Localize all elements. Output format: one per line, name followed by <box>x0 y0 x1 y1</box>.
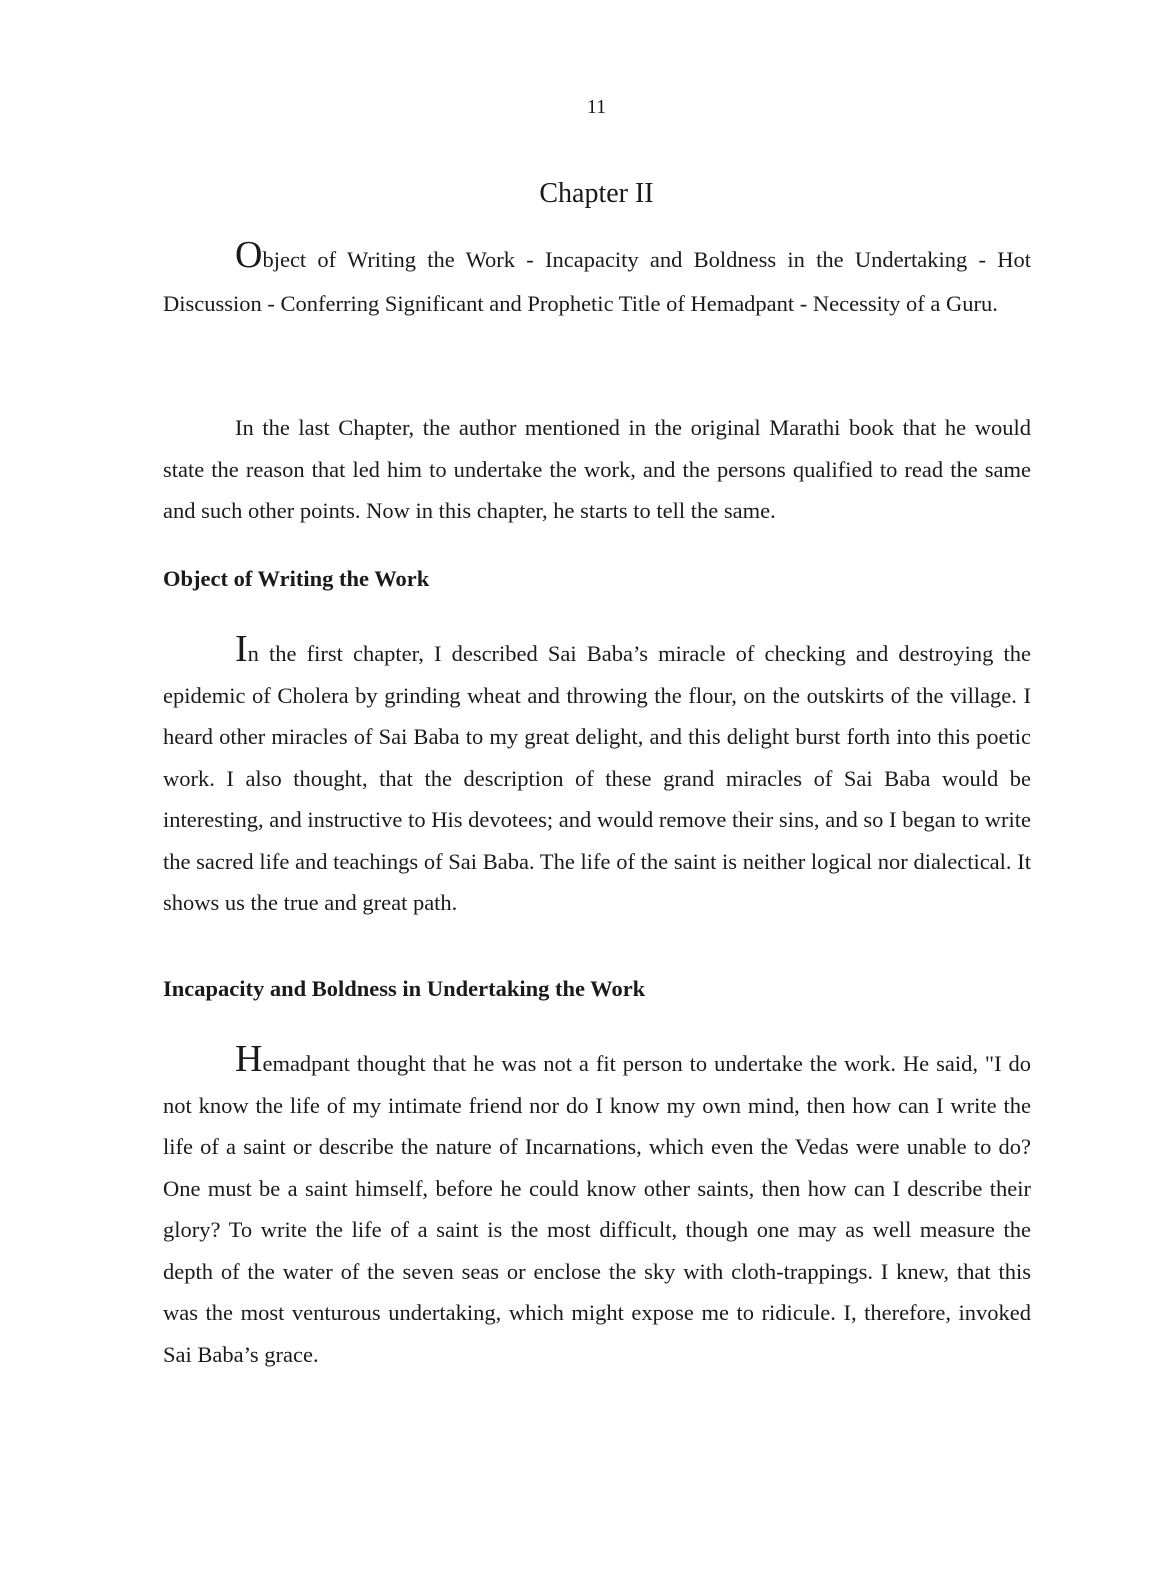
summary-drop-cap: O <box>235 234 263 276</box>
chapter-title: Chapter II <box>539 178 654 209</box>
section-heading: Incapacity and Boldness in Undertaking the Work <box>163 976 646 1001</box>
section-text: emadpant thought that he was not a fit person to undertake the work. He said, "I do not know the life of my intimate friend nor do I know my own mind, then how can I write the life of a saint or describe the nature of Incarnations, which even the Vedas were unable to do? One must be a saint himself, before he could know other saints, then how can I describe their glory? To write the life of a saint is the most difficult, though one may as well measure the depth of the water of the seven seas or enclose the sky with cloth-trappings. I knew, that this was the most venturous undertaking, which might expose me to ridicule. I, therefore, invoked Sai Baba’s grace. <box>163 1051 1031 1367</box>
section-paragraph <box>163 628 1031 924</box>
intro-paragraph <box>163 407 1031 532</box>
section-drop-cap: I <box>235 628 248 670</box>
section-paragraph <box>163 1038 1031 1375</box>
chapter-summary <box>163 234 1031 326</box>
section-heading: Object of Writing the Work <box>163 566 430 591</box>
summary-text: bject of Writing the Work - Incapacity and Boldness in the Undertaking - Hot Discussion - Conferring Significant and Prophetic Title of Hemadpant - Necessity of a Guru. <box>163 247 1031 316</box>
page-number: 11 <box>586 96 607 118</box>
section-text: n the first chapter, I described Sai Baba’s miracle of checking and destroying the epidemic of Cholera by grinding wheat and throwing the flour, on the outskirts of the village. I heard other miracles of Sai Baba to my great delight, and this delight burst forth into this poetic work. I also thought, that the description of these grand miracles of Sai Baba would be interesting, and instructive to His devotees; and would remove their sins, and so I began to write the sacred life and teachings of Sai Baba. The life of the saint is neither logical nor dialectical. It shows us the true and great path. <box>163 641 1031 915</box>
section-drop-cap: H <box>235 1038 263 1080</box>
intro-text: In the last Chapter, the author mentioned in the original Marathi book that he would state the reason that led him to undertake the work, and the persons qualified to read the same and such other points. Now in this chapter, he starts to tell the same. <box>163 415 1031 523</box>
